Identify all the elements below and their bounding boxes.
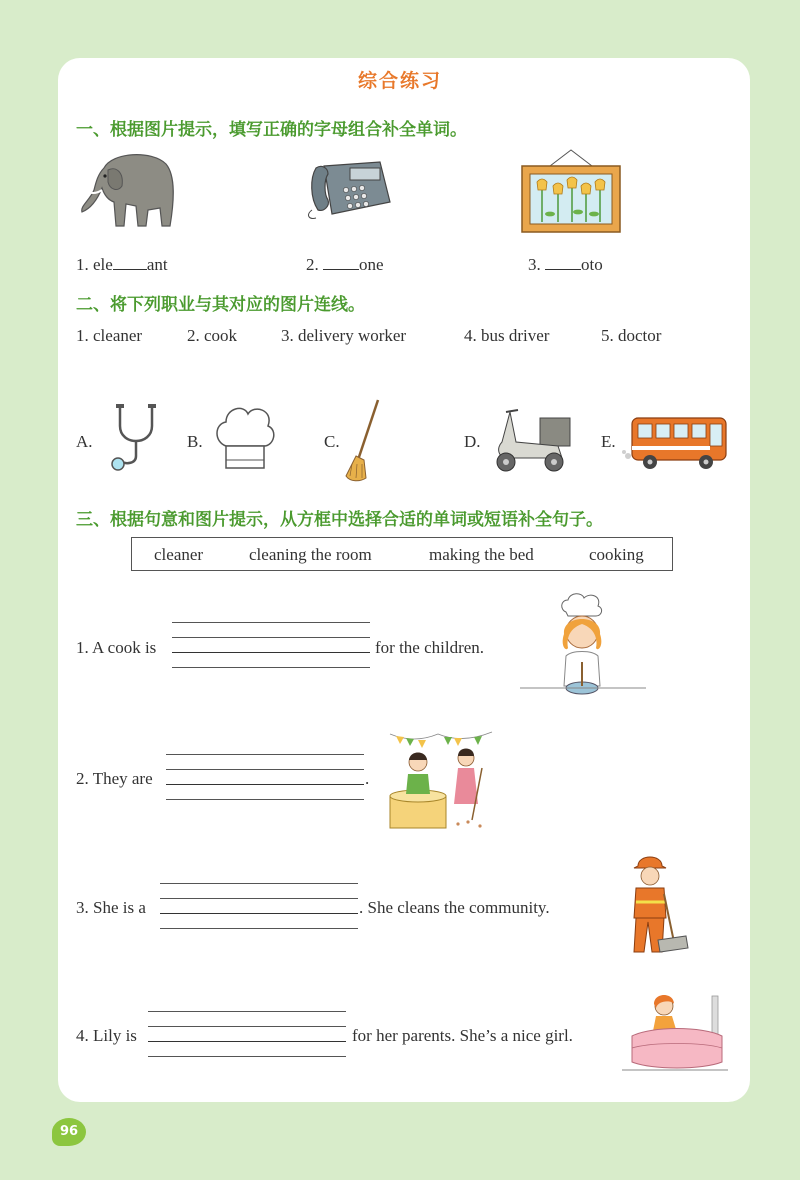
word-blank-1[interactable] [113, 269, 147, 270]
sentence-3-end: . She cleans the community. [359, 898, 550, 917]
word-bank-cleaner: cleaner [154, 545, 204, 564]
word-item-2: 2. one [306, 255, 384, 274]
sentence-1-start: 1. A cook is [76, 638, 157, 657]
section2-heading: 二、将下列职业与其对应的图片连线。 [76, 295, 365, 315]
option-d-label: D. [464, 432, 481, 451]
word-bank-box [131, 537, 673, 571]
section1-heading: 一、根据图片提示，填写正确的字母组合补全单词。 [76, 120, 467, 140]
flower-picture-icon [520, 148, 622, 234]
sentence-4-end: for her parents. She’s a nice girl. [352, 1026, 573, 1045]
sentence-2-end: . [365, 769, 370, 788]
job-delivery-worker: 3. delivery worker [281, 326, 407, 345]
children-cleaning-illustration [388, 724, 494, 830]
word-blank-3[interactable] [545, 269, 581, 270]
job-cook: 2. cook [187, 326, 238, 345]
cook-illustration [520, 590, 648, 704]
broom-icon [344, 398, 384, 484]
option-e-label: E. [601, 432, 616, 451]
sentence-4-writing-lines[interactable] [148, 1011, 346, 1057]
job-bus-driver: 4. bus driver [464, 326, 550, 345]
sentence-3-writing-lines[interactable] [160, 883, 358, 929]
telephone-icon [302, 154, 394, 224]
sentence-2-writing-lines[interactable] [166, 754, 364, 800]
delivery-scooter-icon [488, 406, 578, 474]
word-bank-cooking: cooking [589, 545, 644, 564]
option-a-label: A. [76, 432, 93, 451]
word-blank-2[interactable] [323, 269, 359, 270]
bus-icon [622, 412, 730, 472]
girl-making-bed-illustration [622, 992, 728, 1074]
page-number-badge: 96 [52, 1118, 86, 1146]
sentence-3-start: 3. She is a [76, 898, 146, 917]
section3-heading: 三、根据句意和图片提示，从方框中选择合适的单词或短语补全句子。 [76, 510, 603, 530]
sentence-1-end: for the children. [375, 638, 485, 657]
elephant-icon [74, 146, 180, 234]
sentence-2-start: 2. They are [76, 769, 153, 788]
option-b-label: B. [187, 432, 203, 451]
street-cleaner-illustration [618, 852, 700, 960]
sentence-1-writing-lines[interactable] [172, 622, 370, 668]
word-item-1: 1. ele ant [76, 255, 168, 274]
sentence-4-start: 4. Lily is [76, 1026, 137, 1045]
title-area [0, 66, 800, 93]
page-title: 综合练习 [352, 66, 448, 93]
stethoscope-icon [104, 402, 168, 478]
option-c-label: C. [324, 432, 340, 451]
word-item-3: 3. oto [528, 255, 603, 274]
chef-hat-icon [212, 402, 278, 474]
word-bank-making-the-bed: making the bed [429, 545, 534, 564]
word-bank-cleaning-the-room: cleaning the room [249, 545, 372, 564]
job-doctor: 5. doctor [601, 326, 662, 345]
job-cleaner: 1. cleaner [76, 326, 143, 345]
